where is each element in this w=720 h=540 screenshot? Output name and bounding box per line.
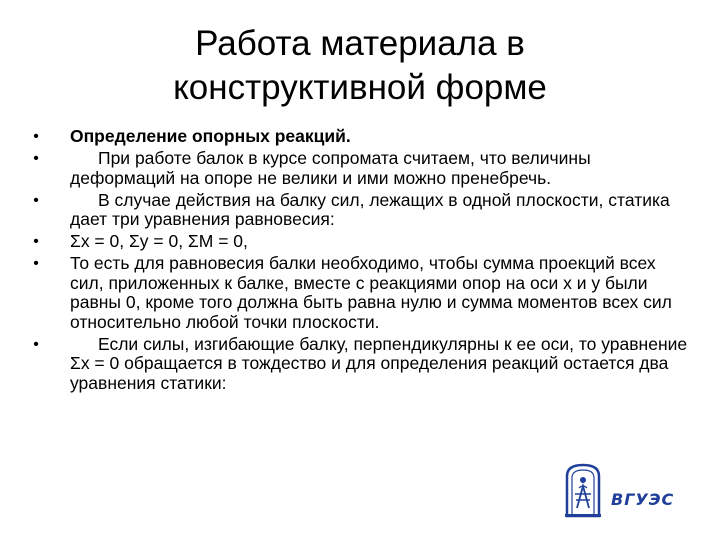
bullet-marker: •: [33, 150, 39, 167]
logo-text: ВГУЭС: [611, 490, 675, 509]
slide-title-line-1: Работа материала в: [195, 24, 525, 63]
bullet-marker: •: [33, 255, 39, 272]
bullet-item: [30, 232, 690, 252]
slide-title-line-2: конструктивной форме: [173, 68, 547, 107]
bullet-list: [30, 127, 690, 396]
bullet-marker: •: [33, 191, 39, 209]
bullet-item: [30, 335, 690, 394]
bullet-item: [30, 254, 690, 332]
bullet-item: [30, 127, 690, 147]
bullet-item: [30, 191, 690, 230]
bullet-marker: •: [33, 233, 39, 250]
bullet-marker: •: [33, 335, 39, 353]
bullet-text: Если силы, изгибающие балку, перпендикулярны к ее оси, то уравнение Σx = 0 обращается в тождество и для определения реакций остается два уравнения статики:: [70, 333, 688, 393]
university-logo: [563, 462, 673, 518]
bullet-text: В случае действия на балку сил, лежащих в одной плоскости, статика дает три уравнения равновесия:: [70, 189, 670, 229]
bullet-text: То есть для равновесия балки необходимо, чтобы сумма проекций всех сил, приложенных к балке, вместе с реакциями опор на оси x и y были равны 0, кроме того должна быть равна нулю и сумма моментов всех сил относительно любой точки плоскости.: [70, 253, 672, 332]
university-emblem-icon: [563, 462, 603, 518]
bullet-text: Определение опорных реакций.: [70, 126, 351, 146]
bullet-item: [30, 149, 690, 188]
bullet-text: При работе балок в курсе сопромата считаем, что величины деформаций на опоре не велики и ими можно пренебречь.: [70, 148, 591, 188]
slide-title: [110, 22, 610, 110]
bullet-marker: •: [33, 128, 39, 145]
bullet-text: Σx = 0, Σy = 0, ΣM = 0,: [70, 231, 248, 251]
